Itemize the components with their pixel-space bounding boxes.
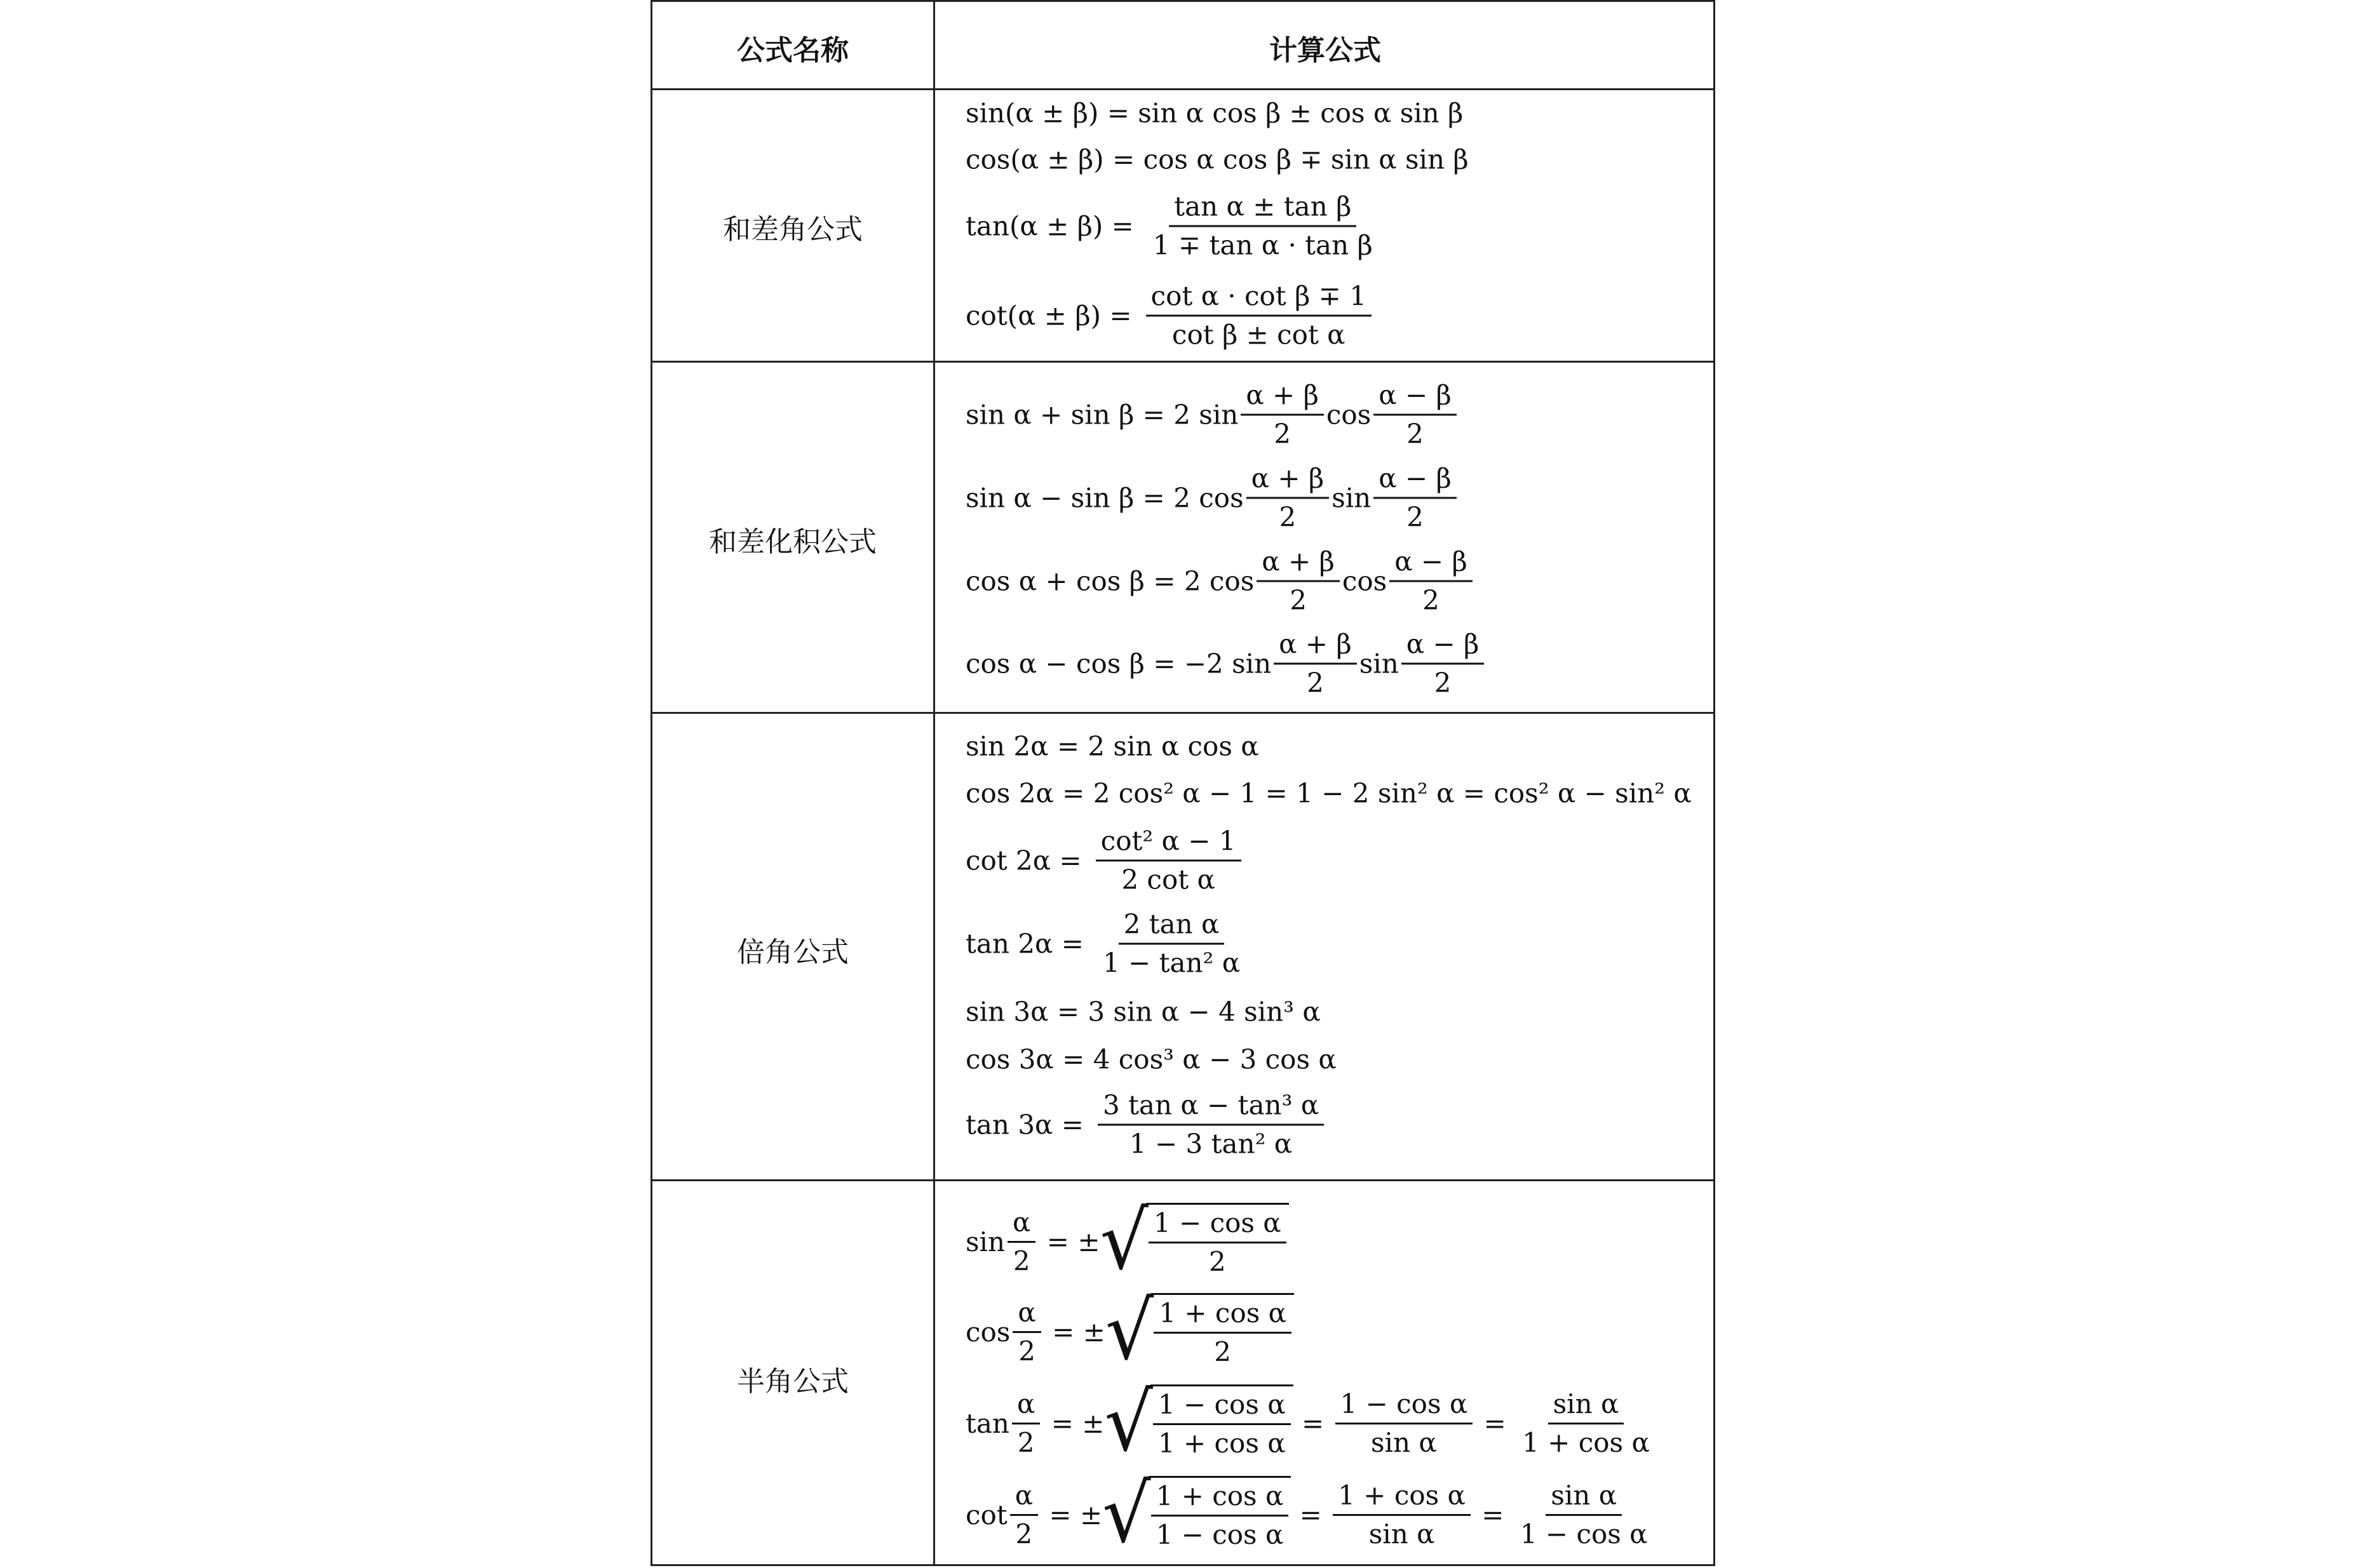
denominator: 2 xyxy=(1290,584,1307,616)
numerator: α + β xyxy=(1246,460,1330,499)
denominator: 2 cot α xyxy=(1121,864,1215,895)
formula-fn: tan xyxy=(966,1407,1009,1439)
fraction xyxy=(1012,1386,1040,1461)
numerator: α + β xyxy=(1257,544,1340,582)
denominator: 2 xyxy=(1208,1246,1226,1277)
denominator: 2 xyxy=(1015,1518,1033,1550)
denominator: 2 xyxy=(1214,1336,1232,1367)
formula-line xyxy=(966,144,1469,175)
fraction xyxy=(1335,1386,1473,1461)
formula-lhs: cos α − cos β = −2 sin xyxy=(966,648,1272,680)
header-formula: 计算公式 xyxy=(1269,34,1381,67)
formula-line: cos $\frac{\alpha}{2}$ = ± √ $\frac{\text{1 + cos α}}{2}$ xyxy=(966,1293,1294,1370)
formula-text: cos 3α = 4 cos³ α − 3 cos α xyxy=(966,1043,1337,1075)
square-root: √ $\frac{\text{1 + cos α}}{2}$ xyxy=(1105,1293,1294,1370)
numerator: α xyxy=(1012,1386,1040,1424)
row-divider xyxy=(652,361,1713,363)
fraction xyxy=(1146,278,1372,354)
fraction xyxy=(1333,1477,1471,1553)
formula-line xyxy=(966,626,1487,702)
numerator: sin α xyxy=(1546,1477,1622,1516)
formula-line xyxy=(966,189,1380,264)
numerator: sin α xyxy=(1548,1386,1624,1424)
formula-text: sin(α ± β) = sin α cos β ± cos α sin β xyxy=(966,97,1464,129)
formula-line xyxy=(966,98,1463,129)
denominator: 2 xyxy=(1017,1426,1035,1458)
denominator: 1 + cos α xyxy=(1522,1426,1650,1458)
formula-fn: cot xyxy=(966,1499,1008,1531)
formula-line: sin $\frac{\alpha}{2}$ = ± √ $\frac{\text{1 − cos α}}{2}$ xyxy=(966,1203,1289,1280)
fraction xyxy=(1098,1087,1324,1163)
numerator: cot² α − 1 xyxy=(1096,823,1241,862)
numerator: 1 + cos α xyxy=(1333,1477,1471,1516)
formula-text: sin 3α = 3 sin α − 4 sin³ α xyxy=(966,996,1321,1028)
numerator: 1 − cos α xyxy=(1335,1386,1473,1424)
denominator: 1 + cos α xyxy=(1157,1428,1286,1459)
numerator: α − β xyxy=(1373,377,1457,416)
formula-fn: cos xyxy=(966,1316,1011,1348)
formula-lhs: cot(α ± β) = xyxy=(966,300,1132,332)
denominator: 2 xyxy=(1279,501,1297,533)
denominator: 2 xyxy=(1422,584,1439,616)
square-root: √ $\frac{\text{1 − cos α}}{2}$ xyxy=(1100,1203,1289,1280)
formula-mid: sin xyxy=(1332,482,1372,514)
fraction xyxy=(1373,377,1457,453)
fraction xyxy=(1274,626,1357,702)
numerator: 1 − cos α xyxy=(1149,1205,1286,1243)
denominator: sin α xyxy=(1368,1518,1435,1550)
formula-line xyxy=(966,906,1248,982)
fraction xyxy=(1241,377,1324,453)
formula-line xyxy=(966,544,1475,619)
numerator: α + β xyxy=(1241,377,1324,416)
numerator: α − β xyxy=(1389,544,1473,582)
denominator: 1 ∓ tan α · tan β xyxy=(1152,229,1373,261)
row-name-multiple-angle: 倍角公式 xyxy=(737,936,849,968)
column-divider xyxy=(933,2,935,1564)
fraction xyxy=(1096,823,1241,899)
numerator: 1 + cos α xyxy=(1154,1295,1291,1334)
formula-lhs: tan(α ± β) = xyxy=(966,210,1134,242)
denominator: 2 xyxy=(1434,667,1452,699)
formula-text: cos(α ± β) = cos α cos β ∓ sin α sin β xyxy=(966,144,1469,175)
fraction xyxy=(1373,460,1457,536)
formula-lhs: sin α − sin β = 2 cos xyxy=(966,482,1244,514)
formula-line: tan $\frac{\alpha}{2}$ = ± √ $\frac{\text{1 − cos α}}{\text{1 + cos α}}$ = $\frac{\text{1 − cos α}}{\text{sin α}}$ = $\frac{\text{sin α}}{\text{1 + cos α}}$ xyxy=(966,1384,1657,1462)
fraction xyxy=(1257,544,1340,619)
numerator: tan α ± tan β xyxy=(1169,189,1356,227)
numerator: 1 + cos α xyxy=(1151,1478,1289,1517)
denominator: 2 xyxy=(1018,1335,1035,1367)
formula-line xyxy=(966,1044,1337,1075)
fraction xyxy=(1515,1477,1653,1553)
fraction xyxy=(1401,626,1485,702)
fraction xyxy=(1148,189,1378,264)
numerator: α xyxy=(1008,1204,1035,1243)
formula-lhs: cos α + cos β = 2 cos xyxy=(966,565,1255,597)
formula-lhs: cot 2α = xyxy=(966,845,1082,876)
denominator: 2 xyxy=(1406,501,1424,533)
numerator: α + β xyxy=(1274,626,1357,665)
formula-line xyxy=(966,778,1692,809)
header-formula-name: 公式名称 xyxy=(737,34,849,67)
fraction xyxy=(1098,906,1245,982)
formula-line xyxy=(966,996,1321,1028)
fraction xyxy=(1246,460,1330,536)
numerator: α xyxy=(1013,1294,1041,1333)
row-name-sum-to-product: 和差化积公式 xyxy=(709,526,877,558)
numerator: α xyxy=(1010,1477,1038,1516)
row-name-sum-difference: 和差角公式 xyxy=(723,213,863,246)
formula-line xyxy=(966,377,1459,453)
formula-line xyxy=(966,1087,1326,1163)
row-divider xyxy=(652,88,1713,90)
denominator: 2 xyxy=(1406,418,1424,450)
formula-lhs: tan 2α = xyxy=(966,928,1084,960)
fraction xyxy=(1010,1477,1038,1553)
square-root: √ $\frac{\text{1 + cos α}}{\text{1 − cos α}}$ xyxy=(1102,1476,1291,1553)
formula-lhs: tan 3α = xyxy=(966,1109,1084,1141)
formula-line xyxy=(966,823,1244,899)
denominator: 1 − cos α xyxy=(1156,1519,1284,1550)
numerator: 1 − cos α xyxy=(1153,1386,1291,1425)
formula-text: sin 2α = 2 sin α cos α xyxy=(966,730,1259,762)
formula-line xyxy=(966,731,1259,762)
square-root: √ $\frac{\text{1 − cos α}}{\text{1 + cos α}}$ xyxy=(1104,1384,1293,1462)
formula-line xyxy=(966,278,1374,354)
row-name-half-angle: 半角公式 xyxy=(737,1365,849,1398)
fraction xyxy=(1013,1294,1041,1370)
denominator: 2 xyxy=(1307,667,1324,699)
formula-mid: cos xyxy=(1342,565,1387,597)
formula-lhs: sin α + sin β = 2 sin xyxy=(966,399,1239,431)
formula-mid: cos xyxy=(1326,399,1372,431)
fraction xyxy=(1389,544,1473,619)
denominator: sin α xyxy=(1370,1426,1437,1458)
denominator: 1 − 3 tan² α xyxy=(1129,1128,1293,1160)
formula-mid: sin xyxy=(1359,648,1399,680)
fraction xyxy=(1008,1204,1035,1280)
row-divider xyxy=(652,1179,1713,1181)
denominator: 1 − tan² α xyxy=(1102,947,1241,979)
formula-table xyxy=(651,0,1715,1566)
fraction xyxy=(1517,1386,1655,1461)
denominator: 2 xyxy=(1274,418,1291,450)
denominator: 2 xyxy=(1013,1245,1030,1277)
numerator: α − β xyxy=(1401,626,1485,665)
numerator: 2 tan α xyxy=(1119,906,1225,945)
formula-line: cot $\frac{\alpha}{2}$ = ± √ $\frac{\text{1 + cos α}}{\text{1 − cos α}}$ = $\frac{\text{1 + cos α}}{\text{sin α}}$ = $\frac{\text{sin α}}{\text{1 − cos α}}$ xyxy=(966,1476,1655,1553)
formula-fn: sin xyxy=(966,1226,1006,1257)
formula-line xyxy=(966,460,1459,536)
numerator: cot α · cot β ∓ 1 xyxy=(1146,278,1372,317)
numerator: 3 tan α − tan³ α xyxy=(1098,1087,1324,1126)
numerator: α − β xyxy=(1373,460,1457,499)
formula-text: cos 2α = 2 cos² α − 1 = 1 − 2 sin² α = cos² α − sin² α xyxy=(966,777,1692,809)
row-divider xyxy=(652,712,1713,714)
denominator: cot β ± cot α xyxy=(1171,319,1345,351)
denominator: 1 − cos α xyxy=(1520,1518,1648,1550)
